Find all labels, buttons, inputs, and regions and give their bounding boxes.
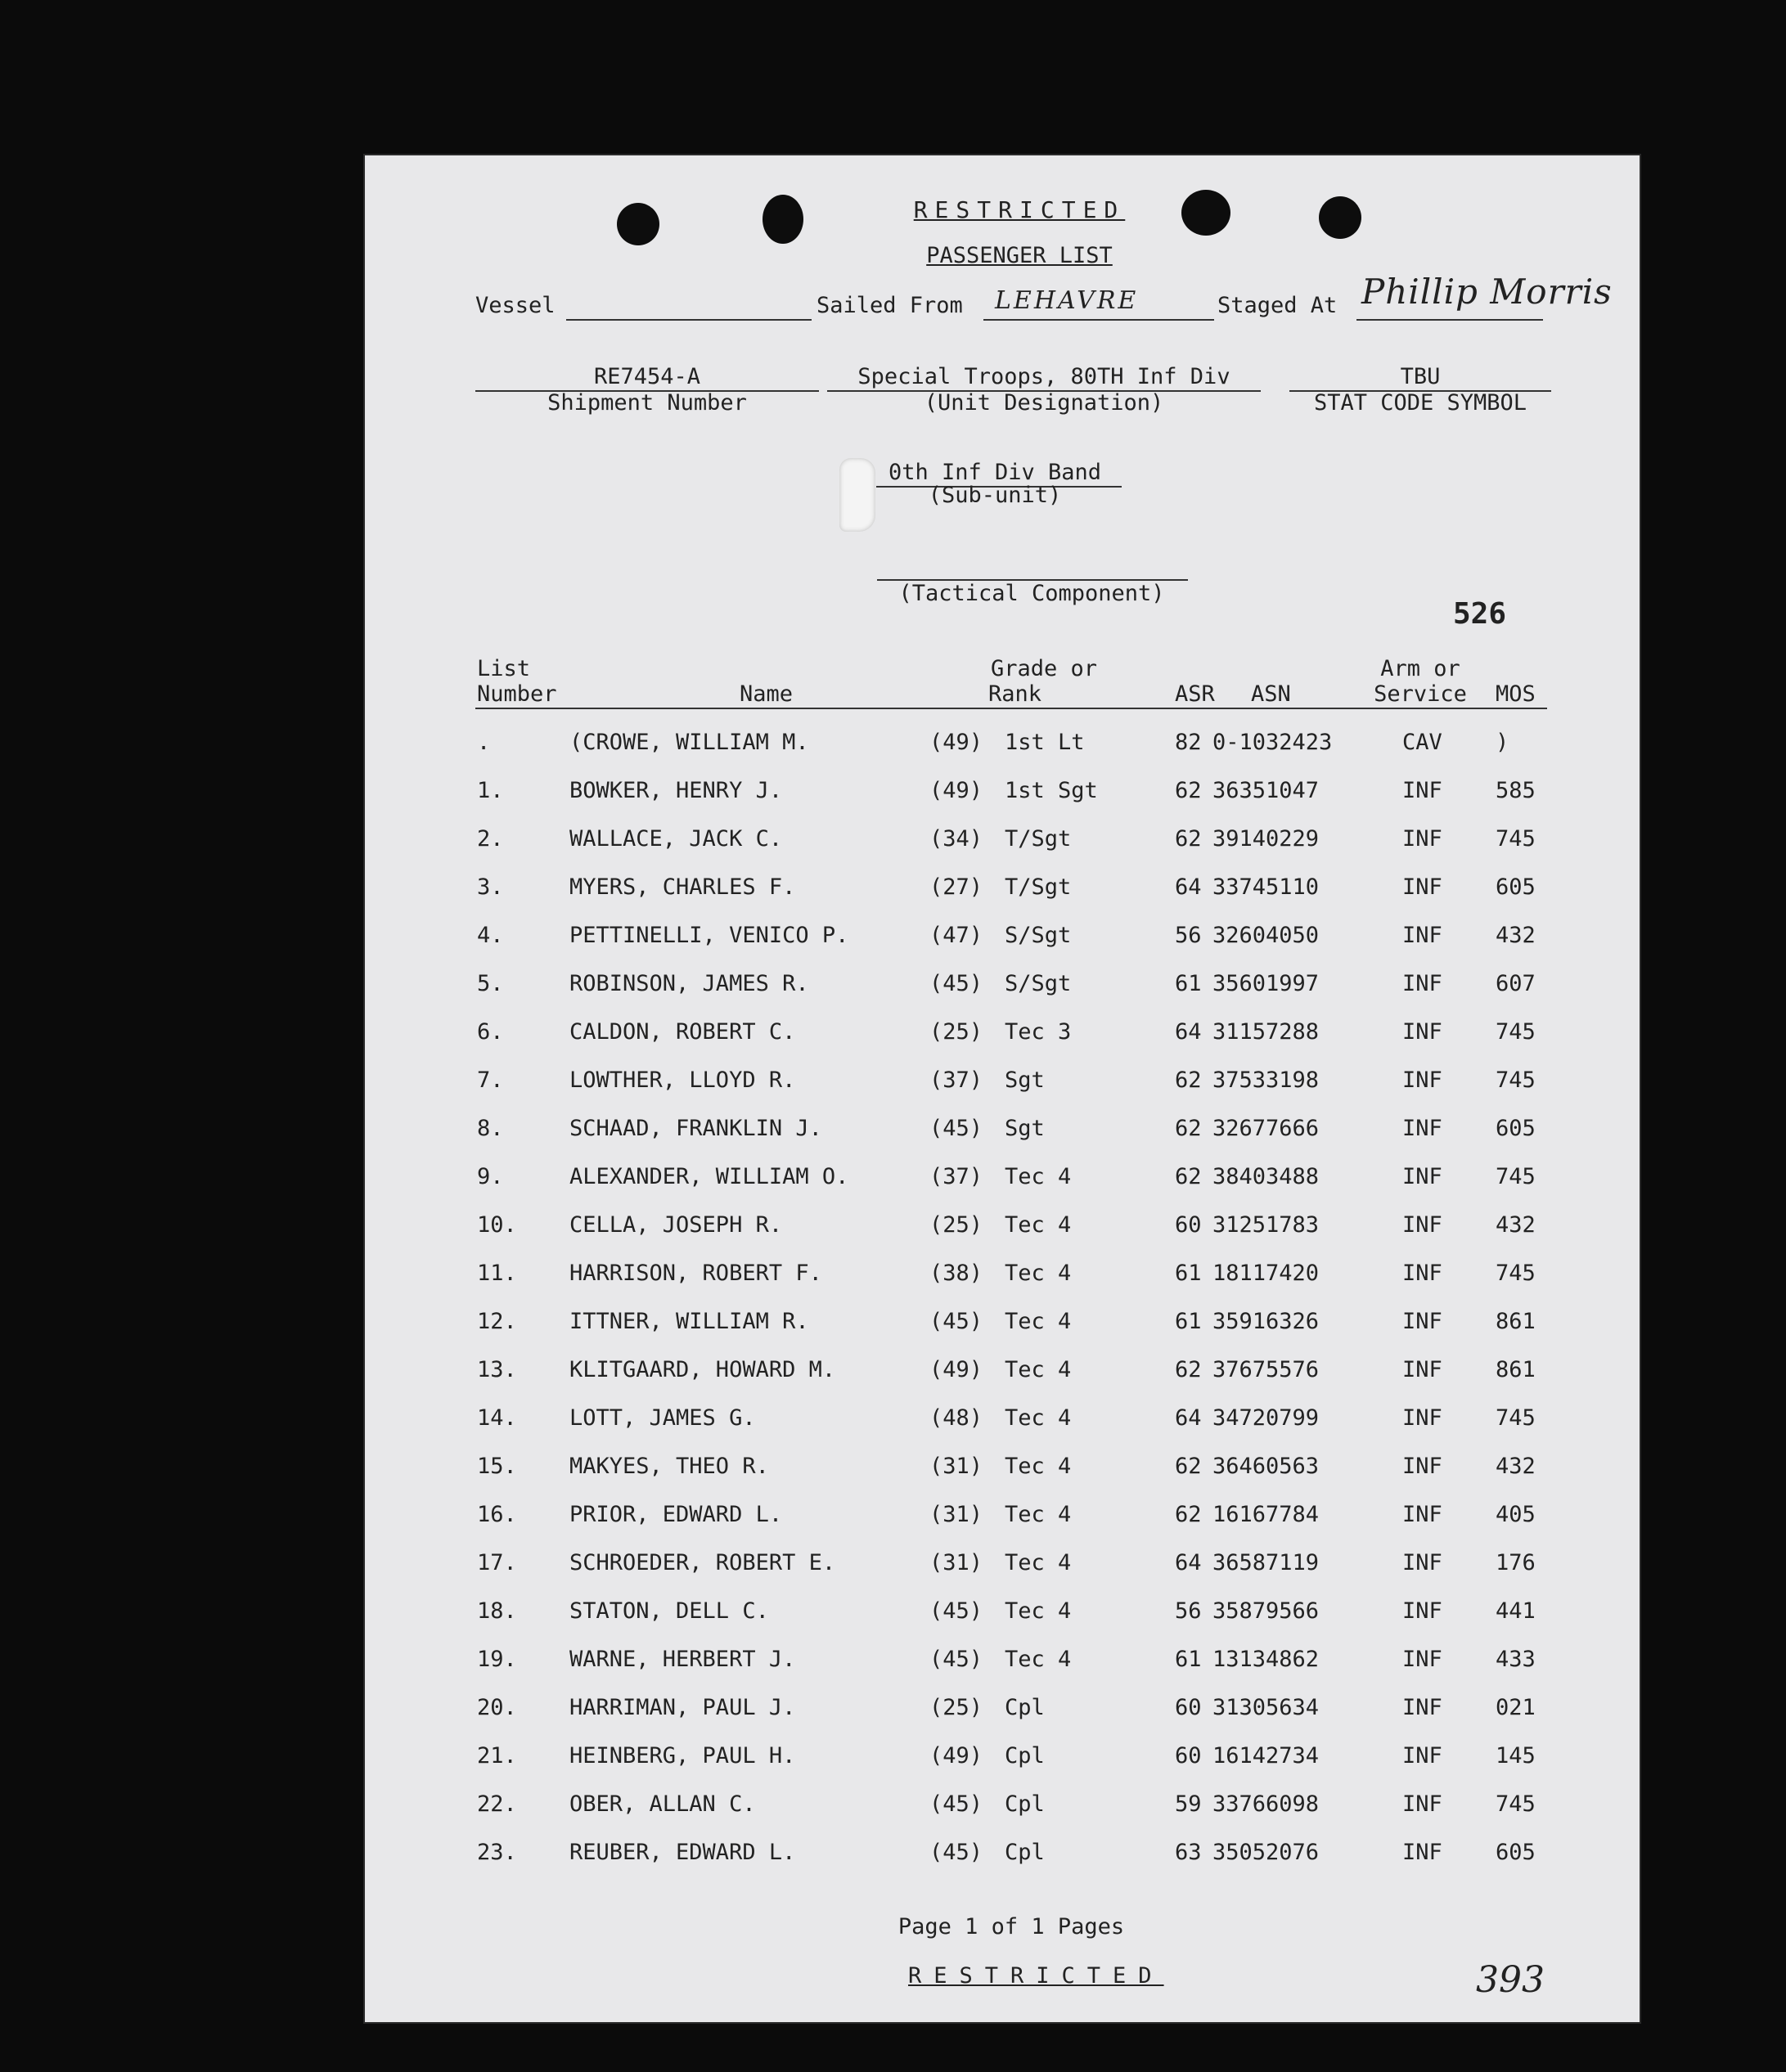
row-mos: 607 (1496, 971, 1536, 996)
row-name: KLITGAARD, HOWARD M. (569, 1357, 836, 1382)
table-row (365, 1212, 1640, 1245)
row-arm: INF (1402, 1309, 1442, 1334)
row-asr: 64 (1175, 874, 1202, 900)
shipment-number-value: RE7454-A (593, 364, 701, 389)
row-grade: Cpl (1005, 1695, 1045, 1720)
row-name: PRIOR, EDWARD L. (569, 1502, 783, 1527)
restricted-footer: RESTRICTED (908, 1963, 1164, 1989)
table-row (365, 923, 1640, 955)
col-header-asn: ASN (1251, 681, 1291, 707)
handwritten-page-number: 393 (1476, 1959, 1545, 2001)
row-list-number: 17. (477, 1550, 517, 1575)
row-mos: 745 (1496, 1067, 1536, 1093)
row-asn: 35601997 (1212, 971, 1320, 996)
row-asr: 64 (1175, 1550, 1202, 1575)
row-asn: 33766098 (1212, 1791, 1320, 1817)
table-row (365, 1164, 1640, 1197)
row-arm: INF (1402, 1743, 1442, 1769)
row-asn: 34720799 (1212, 1405, 1320, 1431)
column-header-rule (475, 708, 1547, 709)
row-grade: T/Sgt (1005, 826, 1072, 852)
row-asn: 36587119 (1212, 1550, 1320, 1575)
row-list-number: 14. (477, 1405, 517, 1431)
row-list-number: 22. (477, 1791, 517, 1817)
table-row (365, 1019, 1640, 1052)
row-arm: INF (1402, 1261, 1442, 1286)
row-arm: INF (1402, 1502, 1442, 1527)
row-name: LOWTHER, LLOYD R. (569, 1067, 796, 1093)
row-age: (45) (929, 1598, 983, 1624)
col-header-list-number-line2: Number (477, 681, 557, 707)
row-list-number: 3. (477, 874, 504, 900)
row-age: (31) (929, 1502, 983, 1527)
row-list-number: 18. (477, 1598, 517, 1624)
row-mos: 745 (1496, 1791, 1536, 1817)
col-header-grade-line1: Grade or (990, 656, 1098, 681)
row-age: (31) (929, 1454, 983, 1479)
col-header-arm-line1: Arm or (1380, 656, 1460, 681)
row-arm: INF (1402, 1647, 1442, 1672)
row-asn: 39140229 (1212, 826, 1320, 852)
row-asn: 37675576 (1212, 1357, 1320, 1382)
col-header-arm (1355, 656, 1486, 707)
row-name: WALLACE, JACK C. (569, 826, 783, 852)
row-asr: 61 (1175, 1647, 1202, 1672)
punch-hole (763, 195, 803, 244)
row-asr: 56 (1175, 1598, 1202, 1624)
row-list-number: 15. (477, 1454, 517, 1479)
row-name: HARRIMAN, PAUL J. (569, 1695, 796, 1720)
table-row (365, 826, 1640, 859)
row-asn: 31251783 (1212, 1212, 1320, 1238)
row-arm: INF (1402, 1454, 1442, 1479)
row-name: PETTINELLI, VENICO P. (569, 923, 849, 948)
row-age: (48) (929, 1405, 983, 1431)
row-age: (45) (929, 971, 983, 996)
table-row (365, 1550, 1640, 1583)
row-arm: INF (1402, 1791, 1442, 1817)
row-age: (37) (929, 1164, 983, 1189)
row-grade: Tec 4 (1005, 1309, 1072, 1334)
page-stamp-number: 526 (1453, 597, 1507, 631)
page-count: Page 1 of 1 Pages (897, 1914, 1125, 1939)
row-asr: 63 (1175, 1840, 1202, 1865)
table-row (365, 1840, 1640, 1872)
row-asr: 61 (1175, 1261, 1202, 1286)
table-row (365, 1454, 1640, 1486)
row-list-number: 20. (477, 1695, 517, 1720)
row-asr: 62 (1175, 1502, 1202, 1527)
row-asr: 62 (1175, 778, 1202, 803)
row-grade: 1st Lt (1005, 730, 1085, 755)
col-header-list-number (477, 656, 557, 707)
row-grade: Cpl (1005, 1743, 1045, 1769)
row-list-number: 8. (477, 1116, 504, 1141)
row-mos: 605 (1496, 1840, 1536, 1865)
row-asr: 61 (1175, 1309, 1202, 1334)
row-age: (49) (929, 1357, 983, 1382)
row-name: REUBER, EDWARD L. (569, 1840, 796, 1865)
row-grade: Tec 4 (1005, 1164, 1072, 1189)
row-asn: 16167784 (1212, 1502, 1320, 1527)
row-name: ROBINSON, JAMES R. (569, 971, 809, 996)
document-title: PASSENGER LIST (926, 243, 1113, 268)
row-mos: 405 (1496, 1502, 1536, 1527)
row-asn: 35052076 (1212, 1840, 1320, 1865)
row-grade: Tec 3 (1005, 1019, 1072, 1045)
row-age: (49) (929, 778, 983, 803)
row-asr: 60 (1175, 1743, 1202, 1769)
row-asn: 16142734 (1212, 1743, 1320, 1769)
row-name: CALDON, ROBERT C. (569, 1019, 796, 1045)
row-grade: S/Sgt (1005, 971, 1072, 996)
row-list-number: 7. (477, 1067, 504, 1093)
unit-designation-value: Special Troops, 80TH Inf Div (857, 364, 1230, 389)
row-list-number: 6. (477, 1019, 504, 1045)
punch-hole (1319, 196, 1361, 239)
table-row (365, 1598, 1640, 1631)
row-name: SCHAAD, FRANKLIN J. (569, 1116, 822, 1141)
row-arm: INF (1402, 1067, 1442, 1093)
row-arm: INF (1402, 1598, 1442, 1624)
row-asr: 61 (1175, 971, 1202, 996)
row-name: MYERS, CHARLES F. (569, 874, 796, 900)
row-name: (CROWE, WILLIAM M. (569, 730, 809, 755)
row-age: (25) (929, 1019, 983, 1045)
row-list-number: 21. (477, 1743, 517, 1769)
staged-at-field (1356, 319, 1543, 321)
vessel-label: Vessel (475, 293, 556, 318)
row-mos: 145 (1496, 1743, 1536, 1769)
row-arm: INF (1402, 1405, 1442, 1431)
row-arm: INF (1402, 874, 1442, 900)
row-asn: 31157288 (1212, 1019, 1320, 1045)
row-name: LOTT, JAMES G. (569, 1405, 756, 1431)
row-asn: 38403488 (1212, 1164, 1320, 1189)
row-age: (34) (929, 826, 983, 852)
row-asn: 33745110 (1212, 874, 1320, 900)
row-mos: 441 (1496, 1598, 1536, 1624)
row-age: (31) (929, 1550, 983, 1575)
row-mos: 861 (1496, 1309, 1536, 1334)
row-mos: 745 (1496, 1164, 1536, 1189)
row-grade: Tec 4 (1005, 1598, 1072, 1624)
sub-unit-label: (Sub-unit) (928, 483, 1062, 508)
table-row (365, 971, 1640, 1004)
row-mos: 432 (1496, 923, 1536, 948)
row-asn: 32677666 (1212, 1116, 1320, 1141)
row-list-number: 5. (477, 971, 504, 996)
row-grade: 1st Sgt (1005, 778, 1098, 803)
staged-at-value: Phillip Morris (1361, 272, 1613, 312)
row-mos: 861 (1496, 1357, 1536, 1382)
table-row (365, 1067, 1640, 1100)
table-row (365, 1695, 1640, 1728)
table-row (365, 778, 1640, 811)
row-mos: 745 (1496, 1261, 1536, 1286)
row-asr: 64 (1175, 1405, 1202, 1431)
row-arm: INF (1402, 826, 1442, 852)
row-list-number: 23. (477, 1840, 517, 1865)
row-mos: ) (1496, 730, 1509, 755)
row-mos: 745 (1496, 1019, 1536, 1045)
row-asn: 0-1032423 (1212, 730, 1333, 755)
row-name: BOWKER, HENRY J. (569, 778, 783, 803)
row-name: HEINBERG, PAUL H. (569, 1743, 796, 1769)
col-header-asr: ASR (1175, 681, 1215, 707)
row-list-number: 16. (477, 1502, 517, 1527)
row-list-number: 4. (477, 923, 504, 948)
row-list-number: 9. (477, 1164, 504, 1189)
table-row (365, 1116, 1640, 1148)
col-header-grade-line2: Rank (988, 681, 1042, 707)
row-mos: 176 (1496, 1550, 1536, 1575)
row-name: MAKYES, THEO R. (569, 1454, 769, 1479)
row-asr: 62 (1175, 1067, 1202, 1093)
sailed-from-field (983, 319, 1214, 321)
table-row (365, 730, 1640, 762)
col-header-grade (970, 656, 1118, 707)
row-asn: 37533198 (1212, 1067, 1320, 1093)
row-grade: Tec 4 (1005, 1261, 1072, 1286)
row-name: SCHROEDER, ROBERT E. (569, 1550, 836, 1575)
row-age: (49) (929, 730, 983, 755)
row-grade: Tec 4 (1005, 1550, 1072, 1575)
row-list-number: 10. (477, 1212, 517, 1238)
table-row (365, 1647, 1640, 1679)
row-grade: Tec 4 (1005, 1502, 1072, 1527)
row-age: (45) (929, 1309, 983, 1334)
row-mos: 605 (1496, 874, 1536, 900)
row-grade: Tec 4 (1005, 1405, 1072, 1431)
row-name: ALEXANDER, WILLIAM O. (569, 1164, 849, 1189)
row-arm: CAV (1402, 730, 1442, 755)
row-name: WARNE, HERBERT J. (569, 1647, 796, 1672)
row-arm: INF (1402, 778, 1442, 803)
document-page (365, 155, 1640, 2022)
row-list-number: 2. (477, 826, 504, 852)
sailed-from-value: LEHAVRE (995, 286, 1139, 315)
col-header-name: Name (740, 681, 794, 707)
row-asn: 18117420 (1212, 1261, 1320, 1286)
row-age: (25) (929, 1212, 983, 1238)
row-name: ITTNER, WILLIAM R. (569, 1309, 809, 1334)
row-age: (25) (929, 1695, 983, 1720)
row-asn: 36460563 (1212, 1454, 1320, 1479)
row-age: (47) (929, 923, 983, 948)
row-asr: 59 (1175, 1791, 1202, 1817)
row-asr: 82 (1175, 730, 1202, 755)
row-grade: Tec 4 (1005, 1454, 1072, 1479)
row-arm: INF (1402, 1357, 1442, 1382)
col-header-mos: MOS (1496, 681, 1536, 707)
row-mos: 745 (1496, 826, 1536, 852)
row-mos: 585 (1496, 778, 1536, 803)
row-name: OBER, ALLAN C. (569, 1791, 756, 1817)
row-arm: INF (1402, 923, 1442, 948)
row-asr: 64 (1175, 1019, 1202, 1045)
row-grade: S/Sgt (1005, 923, 1072, 948)
row-asr: 62 (1175, 1454, 1202, 1479)
row-age: (45) (929, 1647, 983, 1672)
table-row (365, 1261, 1640, 1293)
row-arm: INF (1402, 1695, 1442, 1720)
row-name: HARRISON, ROBERT F. (569, 1261, 822, 1286)
row-list-number: 12. (477, 1309, 517, 1334)
row-mos: 433 (1496, 1647, 1536, 1672)
row-age: (49) (929, 1743, 983, 1769)
row-grade: T/Sgt (1005, 874, 1072, 900)
row-grade: Tec 4 (1005, 1357, 1072, 1382)
row-asn: 35916326 (1212, 1309, 1320, 1334)
row-name: STATON, DELL C. (569, 1598, 769, 1624)
row-age: (45) (929, 1791, 983, 1817)
row-arm: INF (1402, 1212, 1442, 1238)
shipment-number-label: Shipment Number (547, 390, 747, 416)
row-grade: Tec 4 (1005, 1212, 1072, 1238)
tactical-component-label: (Tactical Component) (898, 581, 1165, 606)
punch-hole (1181, 190, 1230, 236)
table-row (365, 1309, 1640, 1342)
row-mos: 021 (1496, 1695, 1536, 1720)
punch-hole (617, 203, 659, 245)
row-age: (38) (929, 1261, 983, 1286)
row-arm: INF (1402, 1164, 1442, 1189)
row-asr: 62 (1175, 826, 1202, 852)
row-age: (45) (929, 1116, 983, 1141)
row-asn: 36351047 (1212, 778, 1320, 803)
row-mos: 432 (1496, 1212, 1536, 1238)
row-grade: Cpl (1005, 1840, 1045, 1865)
col-header-arm-line2: Service (1374, 681, 1467, 707)
row-list-number: 11. (477, 1261, 517, 1286)
row-arm: INF (1402, 1840, 1442, 1865)
staged-at-label: Staged At (1217, 293, 1338, 318)
row-asr: 62 (1175, 1116, 1202, 1141)
row-age: (37) (929, 1067, 983, 1093)
row-name: CELLA, JOSEPH R. (569, 1212, 783, 1238)
table-row (365, 1791, 1640, 1824)
row-asr: 56 (1175, 923, 1202, 948)
table-row (365, 1502, 1640, 1535)
row-asn: 13134862 (1212, 1647, 1320, 1672)
unit-designation-label: (Unit Designation) (924, 390, 1164, 416)
row-arm: INF (1402, 1550, 1442, 1575)
row-asn: 32604050 (1212, 923, 1320, 948)
table-row (365, 1357, 1640, 1390)
row-age: (27) (929, 874, 983, 900)
table-row (365, 874, 1640, 907)
row-mos: 745 (1496, 1405, 1536, 1431)
row-grade: Tec 4 (1005, 1647, 1072, 1672)
row-asr: 62 (1175, 1164, 1202, 1189)
row-mos: 605 (1496, 1116, 1536, 1141)
row-list-number: 1. (477, 778, 504, 803)
row-asn: 35879566 (1212, 1598, 1320, 1624)
table-row (365, 1743, 1640, 1776)
row-grade: Sgt (1005, 1116, 1045, 1141)
vessel-field (566, 319, 812, 321)
row-list-number: 19. (477, 1647, 517, 1672)
stat-code-value: TBU (1400, 364, 1441, 389)
row-asn: 31305634 (1212, 1695, 1320, 1720)
row-arm: INF (1402, 1116, 1442, 1141)
col-header-list-number-line1: List (477, 656, 531, 681)
restricted-header: RESTRICTED (913, 196, 1126, 223)
row-list-number: 13. (477, 1357, 517, 1382)
row-arm: INF (1402, 971, 1442, 996)
sub-unit-value: 0th Inf Div Band (888, 460, 1102, 485)
stat-code-label: STAT CODE SYMBOL (1313, 390, 1527, 416)
row-mos: 432 (1496, 1454, 1536, 1479)
row-grade: Sgt (1005, 1067, 1045, 1093)
table-row (365, 1405, 1640, 1438)
row-grade: Cpl (1005, 1791, 1045, 1817)
row-asr: 62 (1175, 1357, 1202, 1382)
row-asr: 60 (1175, 1212, 1202, 1238)
row-list-number: . (477, 730, 491, 755)
row-asr: 60 (1175, 1695, 1202, 1720)
row-age: (45) (929, 1840, 983, 1865)
sailed-from-label: Sailed From (817, 293, 963, 318)
row-arm: INF (1402, 1019, 1442, 1045)
